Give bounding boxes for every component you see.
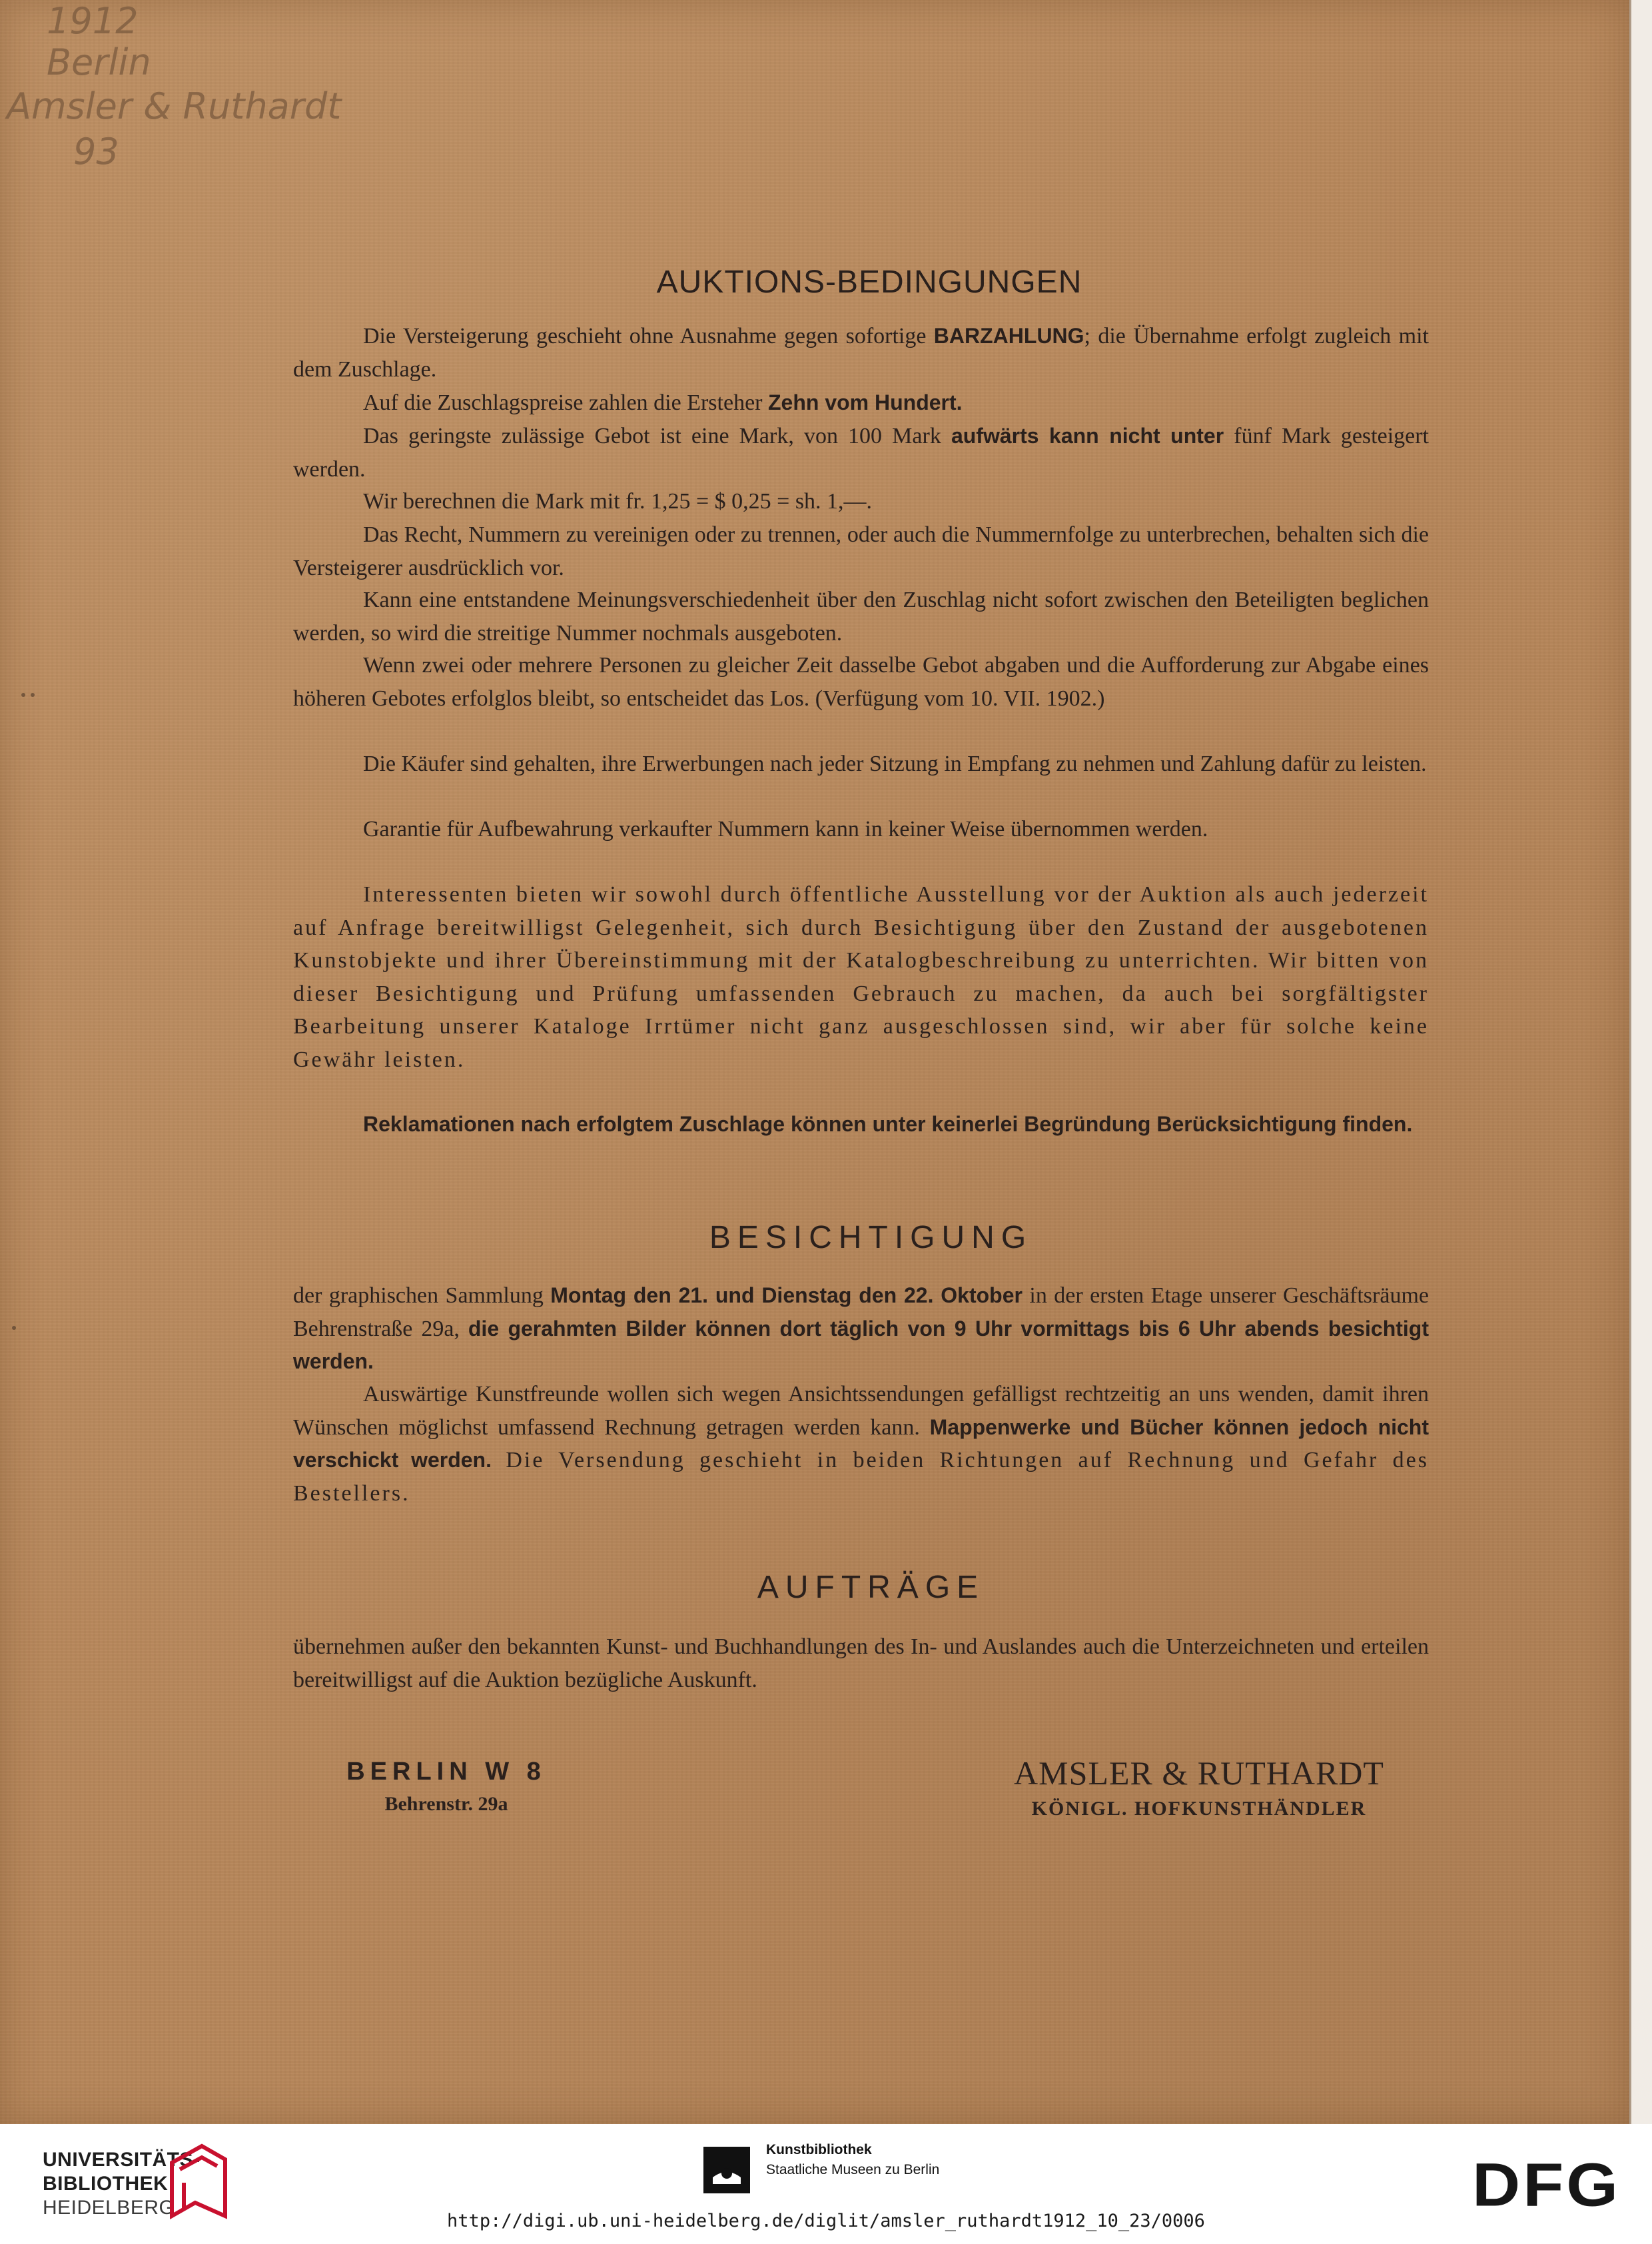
section-title-conditions: AUKTIONS-BEDINGUNGEN — [656, 265, 1082, 300]
conditions-paragraph-7: Wenn zwei oder mehrere Personen zu gleicher Zeit dasselbe Gebot abgaben und die Aufforderung zur Abgabe eines höheren Gebotes erfolglos bleibt, so entscheidet das Los. (Verfügung vom 10. VII. 1902.) — [293, 653, 1429, 711]
kunstbibliothek-title: Kunstbibliothek — [766, 2142, 872, 2157]
conditions-paragraph-6: Kann eine entstandene Meinungsverschiedenheit über den Zuschlag nicht sofort zwischen den Beteiligten beglichen werden, so wird die streitige Nummer nochmals ausgeboten. — [293, 588, 1429, 646]
ub-line-1: UNIVERSITÄTS- — [43, 2149, 201, 2171]
address-city: BERLIN W 8 — [346, 1758, 546, 1786]
scan-margin — [1629, 0, 1652, 2124]
orders-paragraph: übernehmen außer den bekannten Kunst- und Buchhandlungen des In- und Auslandes auch die Unterzeichneten und erteilen bereitwilligst auf die Auktion bezügliche Auskunft. — [293, 1634, 1429, 1692]
conditions-paragraph-10: Interessenten bieten wir sowohl durch öffentliche Ausstellung vor der Auktion als auch jederzeit auf Anfrage bereitwilligst Gelegenheit, sich durch Besichtigung über den Zustand der ausgebotenen Kunstobjekte und ihrer Übereinstimmung mit der Katalogbeschreibung zu unterrichten. Wir bitten von dieser Besichtigung und Prüfung umfassenden Gebrauch zu machen, da auch bei sorgfältigster Bearbeitung unserer Kataloge Irrtümer nicht ganz ausgeschlossen sind, wir aber für solche keine Gewähr leisten. — [293, 882, 1429, 1072]
kunstbibliothek-label — [766, 2140, 939, 2180]
ub-line-2: BIBLIOTHEK — [43, 2173, 169, 2195]
dfg-logo: DFG — [1472, 2150, 1621, 2219]
conditions-paragraph-3: Das geringste zulässige Gebot ist eine Mark, von 100 Mark aufwärts kann nicht unter fünf Mark gesteigert werden. — [293, 424, 1429, 482]
pencil-note-city: Berlin — [47, 41, 151, 83]
conditions-paragraph-5: Das Recht, Nummern zu vereinigen oder zu trennen, oder auch die Nummernfolge zu unterbrechen, behalten sich die Versteigerer ausdrücklich vor. — [293, 522, 1429, 580]
pencil-note-number: 93 — [73, 131, 119, 173]
conditions-paragraph-8: Die Käufer sind gehalten, ihre Erwerbungen nach jeder Sitzung in Empfang zu nehmen und Zahlung dafür zu leisten. — [363, 752, 1427, 776]
firm-subtitle: KÖNIGL. HOFKUNSTHÄNDLER — [1031, 1798, 1367, 1820]
address-street: Behrenstr. 29a — [384, 1793, 508, 1815]
conditions-paragraph-1: Die Versteigerung geschieht ohne Ausnahme gegen sofortige BARZAHLUNG; die Übernahme erfolgt zugleich mit dem Zuschlage. — [293, 324, 1429, 382]
firm-block — [966, 1754, 1432, 1820]
margin-mark — [21, 693, 25, 697]
address-block — [326, 1758, 566, 1816]
kunstbibliothek-logo-icon — [703, 2147, 750, 2193]
conditions-paragraph-4: Wir berechnen die Mark mit fr. 1,25 = $ 0,25 = sh. 1,—. — [363, 489, 873, 514]
viewing-paragraph-1: der graphischen Sammlung Montag den 21. und Dienstag den 22. Oktober in der ersten Etage unserer Geschäftsräume Behrenstraße 29a, die gerahmten Bilder können dort täglich von 9 Uhr vormittags bis 6 Uhr abends besichtigt werden. — [293, 1283, 1429, 1373]
firm-name: AMSLER & RUTHARDT — [1014, 1754, 1384, 1792]
ub-line-3: HEIDELBERG — [43, 2197, 175, 2219]
section-title-viewing: BESICHTIGUNG — [709, 1220, 1033, 1255]
kunstbibliothek-subtitle: Staatliche Museen zu Berlin — [766, 2162, 940, 2177]
viewing-paragraph-2: Auswärtige Kunstfreunde wollen sich wegen Ansichtssendungen gefälligst rechtzeitig an uns wenden, damit ihren Wünschen möglichst umfassend Rechnung getragen werden kann. Mappenwerke und Bücher können jedoch nicht verschickt werden. Die Versendung geschieht in beiden Richtungen auf Rechnung und Gefahr des Bestellers. — [293, 1382, 1430, 1506]
pencil-note-firm: Amsler & Ruthardt — [7, 85, 342, 127]
conditions-paragraph-9: Garantie für Aufbewahrung verkaufter Nummern kann in keiner Weise übernommen werden. — [363, 817, 1208, 842]
section-title-orders: AUFTRÄGE — [757, 1570, 985, 1605]
page-edge — [1629, 0, 1631, 2124]
permalink-url[interactable]: http://digi.ub.uni-heidelberg.de/diglit/amsler_ruthardt1912_10_23/0006 — [447, 2211, 1205, 2231]
conditions-paragraph-2: Auf die Zuschlagspreise zahlen die Ersteher Zehn vom Hundert. — [363, 390, 963, 415]
margin-mark — [31, 693, 35, 697]
margin-mark — [12, 1326, 16, 1330]
pencil-annotation — [7, 0, 393, 180]
conditions-paragraph-11: Reklamationen nach erfolgtem Zuschlage können unter keinerlei Begründung Berücksichtigung finden. — [363, 1112, 1413, 1136]
ub-heidelberg-logo-icon — [165, 2136, 232, 2223]
pencil-note-year: 1912 — [47, 0, 139, 42]
